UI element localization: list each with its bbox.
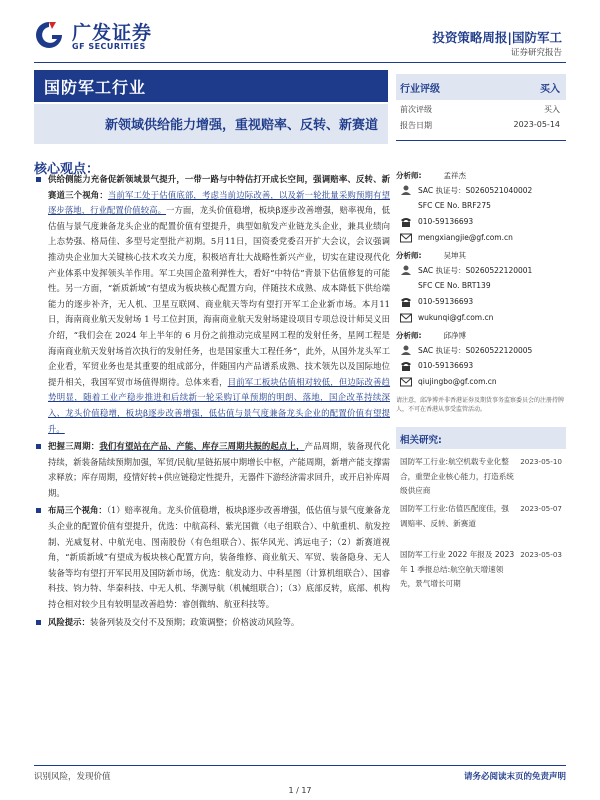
analyst-sac: SAC 执证号：S0260522120005 [418,346,533,355]
analyst-phone: 010-59136693 [418,361,474,370]
email-icon [400,313,412,323]
related-title[interactable]: 国防军工行业:估值匹配度佳，强调赔率、反转、新赛道 [400,504,509,528]
point-1-lead: 供给侧能力充备促新领域景气提升，一带一路与中特估打开成长空间，强调赔率、反转、新赛道三个视角： [48,174,390,200]
point-3-text: （1）赔率视角。龙头价值稳增，板块β逐步改善增强，低估值与景气度兼备龙头企业的配置价值有望提升，优选：中航高科、紫光国微（电子组联合）、中航重机、航发控制、光威复材、中航光电、图南股份（有色组联合）、振华风光、鸿远电子；（2）新赛道视角，“新质新域”有望成为板块核心配置方向，装备维修、商业航天、军贸、装备隐身、无人装备等均有望打开军民用及国防新市场，优选：航发动力、中科星图（计算机组联合）、国睿科技、钧力特、华秦科技、中无人机、华测导航（机械组联合）；（3）底部反转，底部、机构持仓相对较少且有较明显改善趋势：睿创微纳、航亚科技等。 [48,505,391,610]
person-icon [400,345,412,355]
related-title[interactable]: 国防军工行业 2022 年报及 2023 年 1 季报总结:航空航天增速领先，景气增长可期 [400,550,515,588]
analyst-role: 分析师: [396,171,422,180]
analyst-sac: SAC 执证号：S0260522120001 [418,266,533,275]
email-icon [400,377,412,387]
point-3-lead: 布局三个视角： [48,505,107,516]
analyst-disclaimer: 请注意，邱净博并非香港证券及期货事务监察委员会的注册持牌人，不可在香港从事受监管活动。 [396,397,565,413]
industry-title: 国防军工行业 [44,78,147,97]
analyst-phone: 010-59136693 [418,217,474,226]
gf-securities-logo [34,18,164,54]
related-heading: 相关研究: [400,435,442,446]
report-subtitle: 证券研究报告 [510,48,562,58]
point-1-text: 一方面，龙头价值稳增，板块β逐步改善增强，赔率视角，低估值与景气度兼备龙头企业的配置价值有望提升，典型如航发产业链龙头企业，兼具业绩向上态势强、格局佳、多型号定型批产初期。5月11日，国资委党委召开扩大会议，会议强调推动央企业加大关键核心技术攻关力度，积极培育壮大战略性新兴产业，切实在建设现代化产业体系中发挥领头羊作用。军工央国企盈利弹性大，看好“中特估”背景下估值修复的可能性。另一方面，“新质新域”有望成为板块核心配置方向，伴随技术成熟、成本降低下供给端能力的逐步补齐，无人机、卫星互联网、商业航天等均有望打开军工企业新市场。本月11日，海南商业航天发射场 1 号工位封顶，海南商业航天发射场建设项目专项总设计师吴义田介绍，“我们会在 2024 年上半年的 6 月份之前推动完成星网工程的发射任务，星网工程是海南商业航天发射场首次执行的发射任务，也是国家重大工程任务”，此外，从国外龙头军工企业看，军贸业务也是其重要的组成部分，伴随国内产品谱系成熟、技术领先以及国际地位提升相关，我国军贸市场值得期待。总体来看， [48,205,391,387]
related-title[interactable]: 国防军工行业:航空机载专业化整合，重塑企业核心能力，打造系统级供应商 [400,457,514,495]
report-type: 投资策略周报|国防军工 [432,30,562,45]
analyst-sac: SAC 执证号：S0260521040002 [418,186,533,195]
core-heading: 核心观点： [34,162,100,177]
point-2-text: 产品周期，装备现代化持续，新装备陆续预期加强，军贸/民航/星链拓展中期增长中枢，产能周期，新增产能支撑需求释放；库存周期，疫情好转+供应链稳定性提升，无器件下游经济需求回升，或开启补库周期。 [48,441,391,498]
core-point-1 [34,172,390,437]
logo-english: GF SECURITIES [72,42,146,51]
email-icon [400,233,412,243]
report-date-label: 报告日期 [400,121,432,130]
analyst-sfc: SFC CE No. BRF275 [418,201,491,210]
page-header [0,0,600,64]
bullet-square-icon [36,620,41,625]
phone-icon [400,217,412,227]
point-1-underline: 当前军工处于估值底部，考虑当前边际改善，以及新一轮批量采购预期有望逐步落地，行业配置价值较高。 [48,189,391,216]
point-2-lead: 把握三周期： [48,441,100,452]
prev-rating-value: 买入 [544,105,560,114]
phone-icon [400,361,412,371]
report-headline: 新领域供给能力增强，重视赔率、反转、新赛道 [104,118,378,133]
analyst-name: 孟祥杰 [443,171,466,180]
logo-chinese: 广发证券 [72,22,153,44]
related-date: 2023-05-07 [520,504,562,513]
analyst-email[interactable]: qiujingbo@gf.com.cn [418,377,497,386]
analyst-email[interactable]: mengxiangjie@gf.com.cn [418,233,513,242]
related-date: 2023-05-03 [520,550,562,559]
analyst-phone: 010-59136693 [418,297,474,306]
rating-label: 行业评级 [400,84,440,95]
bullet-square-icon [36,444,41,449]
bullet-square-icon [36,508,41,513]
bullet-square-icon [36,177,41,182]
core-point-4 [34,615,390,631]
person-icon [400,185,412,195]
analyst-email[interactable]: wukunqi@gf.com.cn [418,313,494,322]
prev-rating-label: 前次评级 [400,105,432,114]
person-icon [400,265,412,275]
rating-box [396,74,566,100]
core-point-2 [34,439,390,501]
gf-logo-icon [34,20,64,50]
footer-disclaimer: 请务必阅读末页的免责声明 [463,772,566,782]
point-2-underline: 我们有望站在产品、产能、库存三周期共振的起点上， [99,441,305,452]
analyst-sfc: SFC CE No. BRT139 [418,281,491,290]
rating-divider [396,140,566,141]
footer-divider [34,765,566,766]
industry-band [34,70,388,102]
footer-slogan: 识别风险，发现价值 [34,772,111,782]
core-body [34,172,390,630]
header-divider [34,62,566,63]
related-date: 2023-05-10 [520,457,562,466]
core-point-3 [34,503,390,612]
analyst-name: 吴坤其 [443,251,466,260]
headline-band [34,104,388,144]
point-1-underline-2: 目前军工板块估值相对较低，但边际改善趋势明显，随着工业产稳步推进和后续新一轮采购订单预期的明朗、落地，国企改革持续深入、龙头价值稳增，板块β逐步改善增强，低估值与景气度兼备龙头企业的配置价值有望提升。 [48,376,391,434]
report-date-value: 2023-05-14 [513,120,560,129]
point-4-text: 装备列装及交付不及预期；政策调整；价格波动风险等。 [89,616,300,627]
analyst-role: 分析师: [396,331,422,340]
rating-value: 买入 [540,84,560,95]
page-number: 1 / 17 [288,786,312,795]
phone-icon [400,297,412,307]
related-research-header [396,427,566,449]
analyst-role: 分析师: [396,251,422,260]
analyst-name: 邱净博 [443,331,466,340]
point-4-lead: 风险提示： [48,616,90,627]
